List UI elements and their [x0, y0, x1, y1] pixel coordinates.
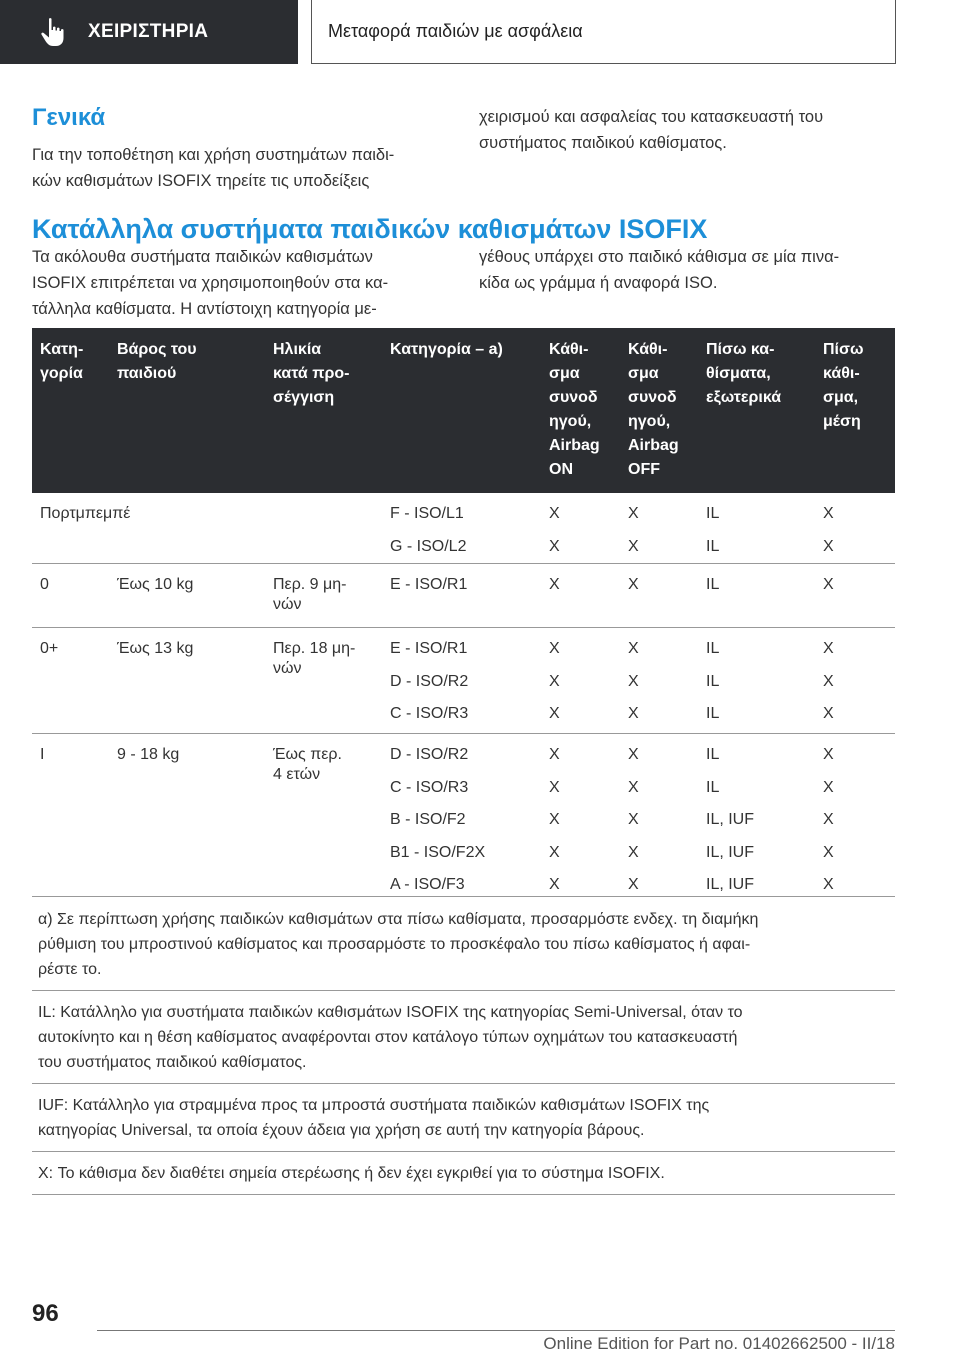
- age-cell: 4 ετών: [273, 766, 321, 783]
- header-line: Κατη-: [40, 341, 84, 358]
- airbag-off-cell: X: [628, 778, 639, 796]
- text-line: κών καθισμάτων ISOFIX τηρείτε τις υποδείξεις: [32, 172, 370, 190]
- rear-middle-cell: X: [823, 505, 834, 522]
- weight-cell: 9 - 18 kg: [117, 746, 180, 763]
- footnote-line: κατηγορίας Universal, τα οποία έχουν άδεια για χρήση σε αυτή την κατηγορία βάρους.: [38, 1122, 645, 1139]
- header-line: Κάθι-: [628, 341, 668, 358]
- rear-outer-cell: IL, IUF: [706, 811, 755, 828]
- footnote-line: αυτοκίνητο και η θέση καθίσματος αναφέρονται στον κατάλογο τύπων οχημάτων του κατασκευαστή: [38, 1029, 738, 1046]
- airbag-off-cell: X: [628, 811, 639, 828]
- footnote: [32, 898, 895, 991]
- general-heading: Γενικά: [32, 104, 106, 131]
- header-line: Πίσω κα-: [706, 341, 775, 358]
- text-line: κίδα ως γράμμα ή αναφορά ISO.: [479, 274, 718, 292]
- rear-outer-cell: IL, IUF: [706, 876, 755, 893]
- class-cell: A - ISO/F3: [390, 876, 465, 893]
- airbag-off-cell: X: [628, 537, 639, 555]
- text-line: γέθους υπάρχει στο παιδικό κάθισμα σε μία πινα-: [479, 248, 840, 266]
- hand-pointer-icon: [40, 17, 66, 47]
- rear-middle-cell: X: [823, 576, 834, 593]
- footnote-line: ρέστε το.: [38, 961, 102, 978]
- general-paragraph-right: [479, 104, 899, 156]
- header-line: σμα: [549, 365, 580, 382]
- text-line: συστήματος παιδικού καθίσματος.: [479, 134, 727, 152]
- column-header: [628, 338, 679, 482]
- chapter-title: Μεταφορά παιδιών με ασφάλεια: [311, 0, 896, 64]
- rear-outer-cell: IL: [706, 746, 720, 763]
- text-line: τάλληλα καθίσματα. Η αντίστοιχη κατηγορία με-: [32, 300, 377, 318]
- header-line: συνοδ: [628, 389, 677, 406]
- header-line: Πίσω: [823, 341, 864, 358]
- header-line: σμα,: [823, 389, 859, 406]
- header-line: κάθι-: [823, 365, 860, 382]
- rear-outer-cell: IL: [706, 537, 720, 555]
- category-cell: 0+: [40, 640, 59, 657]
- header-line: Airbag: [549, 437, 600, 454]
- header-line: Βάρος του: [117, 341, 197, 358]
- airbag-on-cell: X: [549, 843, 560, 861]
- general-paragraph-left: [32, 142, 462, 194]
- column-header: [549, 338, 600, 482]
- header-line: ηγού,: [628, 413, 671, 430]
- text-line: χειρισμού και ασφαλείας του κατασκευαστή του: [479, 108, 824, 126]
- rear-outer-cell: IL: [706, 672, 720, 690]
- header-line: γορία: [40, 365, 83, 382]
- airbag-on-cell: X: [549, 505, 560, 522]
- rear-middle-cell: X: [823, 640, 834, 657]
- column-header: [40, 338, 83, 386]
- weight-cell: Έως 13 kg: [117, 640, 194, 657]
- footnote-line: ρύθμιση του μπροστινού καθίσματος και προσαρμόστε το προσκέφαλο του πίσω καθίσματος ή αφαι-: [38, 936, 751, 953]
- header-line: ηγού,: [549, 413, 592, 430]
- footnote-line: IL: Κατάλληλο για συστήματα παιδικών καθισμάτων ISOFIX της κατηγορίας Semi-Universal, όταν το: [38, 1004, 743, 1021]
- airbag-on-cell: X: [549, 672, 560, 690]
- category-group: [32, 628, 895, 734]
- category-cell: 0: [40, 576, 49, 593]
- rear-outer-cell: IL: [706, 640, 720, 657]
- airbag-on-cell: X: [549, 576, 560, 593]
- class-cell: E - ISO/R1: [390, 576, 468, 593]
- footnote-line: α) Σε περίπτωση χρήσης παιδικών καθισμάτων στα πίσω καθίσματα, προσαρμόστε ενδεχ. τη διαμήκη: [38, 911, 759, 928]
- page-number: 96: [32, 1300, 59, 1327]
- text-line: Για την τοποθέτηση και χρήση συστημάτων παιδι-: [32, 146, 395, 164]
- class-cell: B - ISO/F2: [390, 811, 466, 828]
- header-line: μέση: [823, 413, 861, 430]
- rear-outer-cell: IL: [706, 705, 720, 722]
- airbag-off-cell: X: [628, 876, 639, 893]
- airbag-off-cell: X: [628, 746, 639, 763]
- category-group: [32, 734, 895, 897]
- header-line: σμα: [628, 365, 659, 382]
- footnote: [32, 991, 895, 1084]
- class-cell: C - ISO/R3: [390, 705, 469, 722]
- weight-cell: Έως 10 kg: [117, 576, 194, 593]
- header-line: OFF: [628, 461, 660, 478]
- rear-middle-cell: X: [823, 746, 834, 763]
- class-cell: D - ISO/R2: [390, 672, 469, 690]
- age-cell: νών: [273, 596, 302, 613]
- rear-outer-cell: IL: [706, 576, 720, 593]
- column-header: [706, 338, 781, 410]
- header-line: Κατηγορία – a): [390, 341, 503, 358]
- airbag-on-cell: X: [549, 640, 560, 657]
- header-line: σέγγιση: [273, 389, 335, 406]
- header-line: εξωτερικά: [706, 389, 782, 406]
- age-cell: Περ. 18 μη-: [273, 640, 356, 657]
- rear-middle-cell: X: [823, 811, 834, 828]
- isofix-paragraph-left: [32, 244, 462, 322]
- class-cell: C - ISO/R3: [390, 778, 469, 796]
- isofix-table: [32, 328, 895, 897]
- header-line: Airbag: [628, 437, 679, 454]
- airbag-off-cell: X: [628, 505, 639, 522]
- footnote: [32, 1084, 895, 1152]
- age-cell: Περ. 9 μη-: [273, 576, 347, 593]
- footnote-line: του συστήματος παιδικού καθίσματος.: [38, 1054, 307, 1071]
- header-line: ON: [549, 461, 573, 478]
- header-line: συνοδ: [549, 389, 598, 406]
- category-group: [32, 493, 895, 564]
- rear-middle-cell: X: [823, 672, 834, 690]
- airbag-on-cell: X: [549, 778, 560, 796]
- column-header: [117, 338, 197, 386]
- footnote: [32, 1152, 895, 1195]
- isofix-heading: Κατάλληλα συστήματα παιδικών καθισμάτων ISOFIX: [32, 214, 708, 244]
- class-cell: D - ISO/R2: [390, 746, 469, 763]
- edition-footer: Online Edition for Part no. 01402662500 - II/18: [543, 1334, 895, 1353]
- footnote-line: X: Το κάθισμα δεν διαθέτει σημεία στερέωσης ή δεν έχει εγκριθεί για το σύστημα ISOFIX.: [38, 1165, 665, 1182]
- header-line: Ηλικία: [273, 341, 322, 358]
- class-cell: E - ISO/R1: [390, 640, 468, 657]
- category-cell: I: [40, 746, 45, 763]
- airbag-on-cell: X: [549, 811, 560, 828]
- airbag-off-cell: X: [628, 705, 639, 722]
- header-line: Κάθι-: [549, 341, 589, 358]
- class-cell: B1 - ISO/F2X: [390, 843, 486, 861]
- header-line: θίσματα,: [706, 365, 771, 382]
- table-body: [32, 493, 895, 897]
- page-header: [0, 0, 960, 66]
- section-tab[interactable]: [0, 0, 298, 64]
- airbag-on-cell: X: [549, 537, 560, 555]
- rear-middle-cell: X: [823, 778, 834, 796]
- rear-middle-cell: X: [823, 537, 834, 555]
- age-cell: νών: [273, 660, 302, 677]
- airbag-on-cell: X: [549, 876, 560, 893]
- category-cell: Πορτμπεμπέ: [40, 505, 131, 522]
- airbag-off-cell: X: [628, 672, 639, 690]
- footnote-line: IUF: Κατάλληλο για στραμμένα προς τα μπροστά συστήματα παιδικών καθισμάτων ISOFIX της: [38, 1097, 710, 1114]
- section-title: ΧΕΙΡΙΣΤΗΡΙΑ: [88, 21, 209, 42]
- footer-divider: [97, 1330, 895, 1331]
- header-line: παιδιού: [117, 365, 177, 382]
- rear-outer-cell: IL: [706, 778, 720, 796]
- age-cell: Έως περ.: [273, 746, 342, 763]
- isofix-paragraph-right: [479, 244, 899, 296]
- airbag-on-cell: X: [549, 746, 560, 763]
- airbag-on-cell: X: [549, 705, 560, 722]
- rear-middle-cell: X: [823, 705, 834, 722]
- rear-middle-cell: X: [823, 876, 834, 893]
- column-header: [390, 338, 503, 362]
- class-cell: F - ISO/L1: [390, 505, 464, 522]
- table-notes: [32, 898, 895, 1195]
- class-cell: G - ISO/L2: [390, 537, 467, 555]
- airbag-off-cell: X: [628, 843, 639, 861]
- text-line: ISOFIX επιτρέπεται να χρησιμοποιηθούν στα κα-: [32, 274, 389, 292]
- rear-outer-cell: IL: [706, 505, 720, 522]
- airbag-off-cell: X: [628, 576, 639, 593]
- rear-outer-cell: IL, IUF: [706, 843, 755, 861]
- table-header: [32, 328, 895, 493]
- rear-middle-cell: X: [823, 843, 834, 861]
- header-line: κατά προ-: [273, 365, 350, 382]
- column-header: [823, 338, 863, 434]
- column-header: [273, 338, 349, 410]
- category-group: [32, 564, 895, 628]
- text-line: Τα ακόλουθα συστήματα παιδικών καθισμάτων: [32, 248, 373, 266]
- airbag-off-cell: X: [628, 640, 639, 657]
